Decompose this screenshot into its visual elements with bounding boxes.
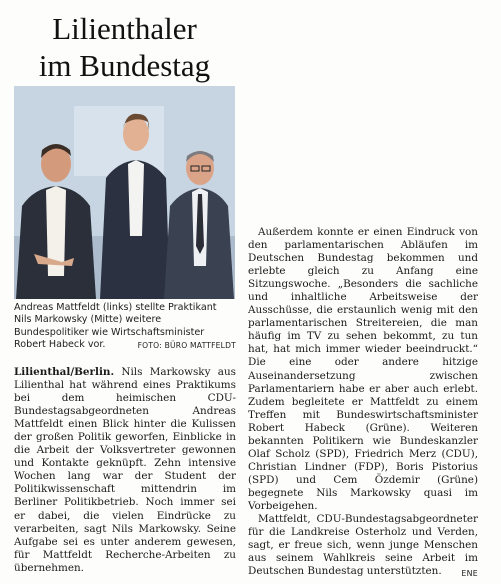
photo-credit: FOTO: BÜRO MATTFELDT bbox=[137, 341, 236, 351]
dateline: Lilienthal/Berlin. bbox=[14, 366, 115, 378]
paragraph-3: Mattfeldt, CDU-Bundestagsabgeordneter für die Landkreise Osterholz und Verden, sagt, er freue sich, wenn junge Menschen aus seinem Wahlkreis seine Arbeit im Deutschen Bundestag unterstützten. bbox=[248, 513, 478, 578]
paragraph-2: Außerdem konnte er einen Eindruck von den parlamentarischen Abläufen im Deutschen Bundestag bekommen und erlebte gleich zu Anfang eine Sitzungswoche. „Besonders die sachliche und inhaltliche Arbeitsweise der Ausschüsse, die erstaunlich wenig mit den parlamentarischen Streitereien, die man häufig im TV zu sehen bekommt, zu tun hat, hat mich immer wieder beeindruckt.“ Die eine oder andere hitzige Auseinandersetzung zwischen Parlamentariern habe er aber auch erlebt. Zudem begleitete er Mattfeldt zu einem Treffen mit Bundeswirtschaftsminister Robert Habeck (Grüne). Weiteren bekannten Politikern wie Bundeskanzler Olaf Scholz (SPD), Friedrich Merz (CDU), Christian Lindner (FDP), Boris Pistorius (SPD) und Cem Özdemir (Grüne) begegnete Nils Markowsky quasi im Vorbeigehen. bbox=[248, 226, 478, 512]
photo-caption bbox=[14, 302, 236, 353]
author-initials: ENE bbox=[461, 569, 478, 579]
article-column-left bbox=[14, 366, 236, 575]
paragraph-1: Nils Markowsky aus Lilienthal hat während eines Praktikums bei dem heimischen CDU-Bundestagsabgeordneten Andreas Mattfeldt einen Blick hinter die Kulissen der großen Politik geworfen, Einblicke in die Arbeit der Volksvertreter gewonnen und Kontakte geknüpft. Zehn intensive Wochen lang war der Student der Politikwissenschaft mittendrin im Berliner Politikbetrieb. Noch immer sei er dabei, die vielen Eindrücke zu verarbeiten, sagt Nils Markowsky. Seine Aufgabe sei es unter anderem gewesen, für Mattfeldt Recherche-Arbeiten zu übernehmen. bbox=[14, 366, 236, 574]
photo-caption-text: Andreas Mattfeldt (links) stellte Praktikant Nils Markowsky (Mitte) weitere Bundespolitiker wie Wirtschaftsminister Robert Habeck vor. bbox=[14, 302, 217, 351]
headline-line-1: Lilienthaler bbox=[52, 11, 197, 46]
article-column-right bbox=[248, 226, 478, 580]
article-photo bbox=[14, 86, 235, 299]
headline-line-2: im Bundestag bbox=[38, 48, 211, 83]
headline bbox=[14, 10, 235, 84]
